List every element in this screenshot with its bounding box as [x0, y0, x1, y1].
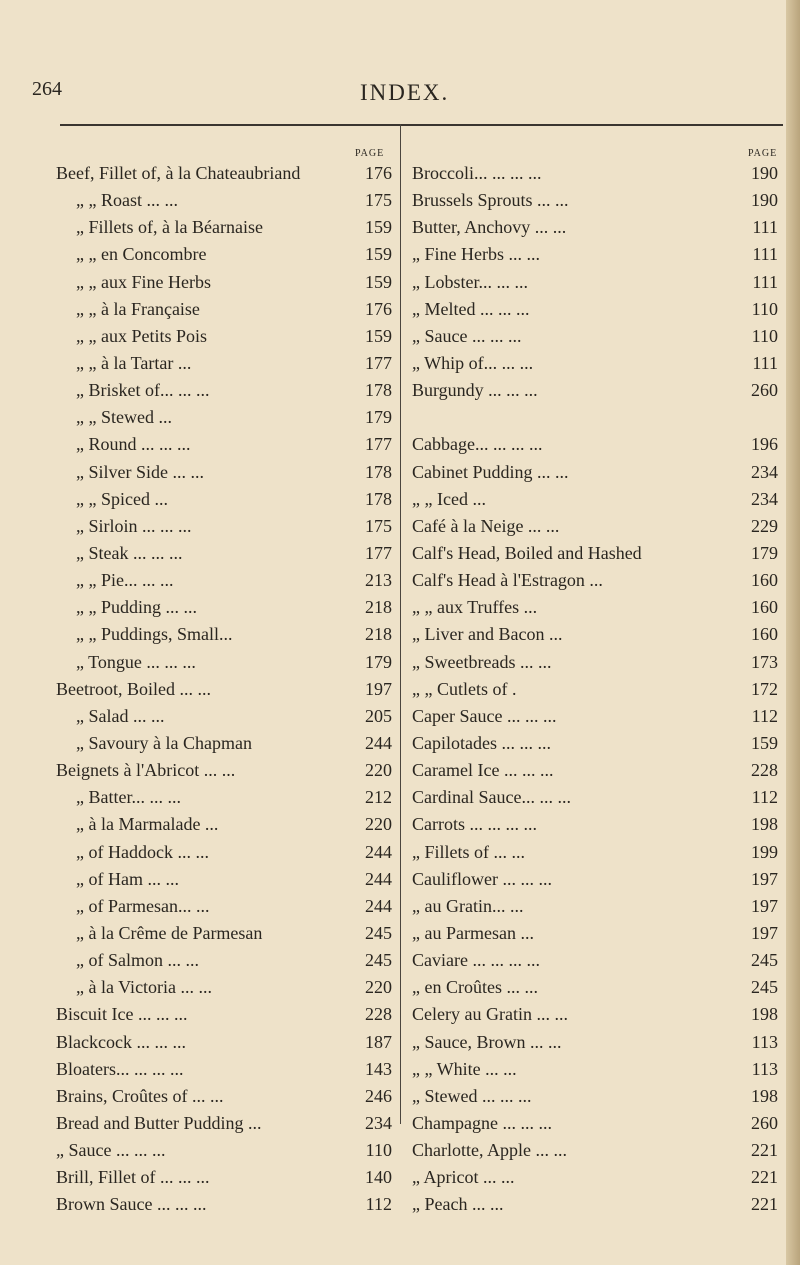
- entry-page: 260: [751, 380, 778, 401]
- entry-label: „ Silver Side ... ...: [76, 461, 204, 482]
- entry-label: Brown Sauce ... ... ...: [56, 1194, 207, 1215]
- index-entry: [412, 703, 778, 730]
- entry-label: „ Apricot ... ...: [412, 1167, 515, 1188]
- entry-label: „ Steak ... ... ...: [76, 542, 183, 563]
- index-entry: [412, 594, 778, 621]
- entry-page: 177: [365, 542, 392, 563]
- index-entry: [56, 214, 392, 241]
- entry-label: Capilotades ... ... ...: [412, 732, 551, 753]
- entry-page: 245: [365, 922, 392, 943]
- entry-page: 159: [365, 244, 392, 265]
- entry-label: „ of Salmon ... ...: [76, 950, 199, 971]
- index-entry: [412, 187, 778, 214]
- entry-label: „ of Parmesan... ...: [76, 895, 210, 916]
- entry-label: „ Fine Herbs ... ...: [412, 244, 540, 265]
- entry-label: „ Sauce ... ... ...: [412, 325, 522, 346]
- entry-label: Champagne ... ... ...: [412, 1112, 552, 1133]
- entry-label: Caviare ... ... ... ...: [412, 950, 540, 971]
- index-entry: [56, 1029, 392, 1056]
- index-entry: [412, 459, 778, 486]
- entry-page: 179: [365, 407, 392, 428]
- entry-label: Beef, Fillet of, à la Chateaubriand: [56, 163, 301, 183]
- index-entry: [412, 241, 778, 268]
- index-entry: [56, 350, 392, 377]
- index-entry: [412, 974, 778, 1001]
- entry-page: 228: [751, 760, 778, 781]
- entry-label: Brill, Fillet of ... ... ...: [56, 1167, 210, 1188]
- index-entry: [412, 486, 778, 513]
- entry-label: „ „ Puddings, Small...: [76, 624, 233, 645]
- index-entry: [56, 540, 392, 567]
- index-entry: [56, 621, 392, 648]
- entry-page: 234: [365, 1112, 392, 1133]
- entry-page: 221: [751, 1194, 778, 1215]
- index-entry: [56, 594, 392, 621]
- entry-label: „ Melted ... ... ...: [412, 298, 530, 319]
- entry-page: 244: [365, 732, 392, 753]
- index-entry: [412, 621, 778, 648]
- entry-label: „ à la Crême de Parmesan: [76, 922, 263, 943]
- index-entry: [56, 431, 392, 458]
- entry-page: 190: [751, 163, 778, 183]
- entry-page: 111: [752, 352, 778, 373]
- index-entry: [412, 540, 778, 567]
- entry-page: 111: [752, 271, 778, 292]
- entry-label: „ Brisket of... ... ...: [76, 380, 210, 401]
- index-entry: [56, 1083, 392, 1110]
- entry-page: 159: [365, 271, 392, 292]
- index-entry: [56, 649, 392, 676]
- entry-page: 213: [365, 570, 392, 591]
- entry-label: Blackcock ... ... ...: [56, 1031, 186, 1052]
- entry-page: 110: [751, 298, 778, 319]
- entry-label: „ „ Roast ... ...: [76, 190, 178, 211]
- entry-page: 178: [365, 488, 392, 509]
- entry-label: Beignets à l'Abricot ... ...: [56, 760, 236, 781]
- entry-page: 179: [365, 651, 392, 672]
- index-entry: [56, 404, 392, 431]
- entry-page: 112: [751, 787, 778, 808]
- entry-label: „ „ à la Française: [76, 298, 200, 319]
- index-entry: [412, 839, 778, 866]
- entry-label: Cabbage... ... ... ...: [412, 434, 543, 455]
- entry-label: Beetroot, Boiled ... ...: [56, 678, 211, 699]
- entry-page: 234: [751, 461, 778, 482]
- index-entry: [412, 866, 778, 893]
- entry-label: „ Batter... ... ...: [76, 787, 181, 808]
- entry-label: „ Sauce ... ... ...: [56, 1140, 166, 1161]
- index-entry: [56, 947, 392, 974]
- entry-page: 218: [365, 597, 392, 618]
- entry-label: Carrots ... ... ... ...: [412, 814, 537, 835]
- index-entry: [412, 323, 778, 350]
- entry-label: Broccoli... ... ... ...: [412, 163, 542, 183]
- right-index-column: [412, 160, 778, 1218]
- entry-page: 190: [751, 190, 778, 211]
- entry-label: „ „ aux Fine Herbs: [76, 271, 211, 292]
- entry-label: „ „ à la Tartar ...: [76, 352, 192, 373]
- index-entry: [412, 1001, 778, 1028]
- index-entry: [412, 649, 778, 676]
- index-entry: [412, 1164, 778, 1191]
- page-number: 264: [32, 78, 62, 100]
- index-entry: [56, 513, 392, 540]
- index-entry: [56, 893, 392, 920]
- entry-label: Calf's Head à l'Estragon ...: [412, 570, 603, 591]
- entry-label: Caramel Ice ... ... ...: [412, 760, 554, 781]
- entry-label: „ „ Spiced ...: [76, 488, 168, 509]
- entry-page: 187: [365, 1031, 392, 1052]
- index-entry: [412, 1137, 778, 1164]
- entry-page: 218: [365, 624, 392, 645]
- index-entry: [56, 486, 392, 513]
- entry-label: Cauliflower ... ... ...: [412, 868, 552, 889]
- entry-page: 143: [365, 1058, 392, 1079]
- entry-label: „ Tongue ... ... ...: [76, 651, 196, 672]
- index-entry: [412, 431, 778, 458]
- index-entry: [56, 920, 392, 947]
- entry-page: 176: [365, 298, 392, 319]
- index-entry: [56, 784, 392, 811]
- entry-label: „ „ en Concombre: [76, 244, 207, 265]
- entry-label: „ „ Pie... ... ...: [76, 570, 174, 591]
- entry-page: 172: [751, 678, 778, 699]
- entry-page: 244: [365, 841, 392, 862]
- index-entry: [412, 730, 778, 757]
- index-entry: [56, 811, 392, 838]
- entry-label: „ of Ham ... ...: [76, 868, 179, 889]
- entry-page: 220: [365, 977, 392, 998]
- entry-label: „ en Croûtes ... ...: [412, 977, 538, 998]
- left-page-col-label: PAGE: [355, 148, 385, 159]
- index-entry: [56, 866, 392, 893]
- entry-label: „ au Gratin... ...: [412, 895, 524, 916]
- running-head: INDEX.: [360, 80, 450, 105]
- entry-label: „ Lobster... ... ...: [412, 271, 528, 292]
- index-entry: [412, 784, 778, 811]
- index-entry: [56, 1191, 392, 1218]
- index-entry: [56, 567, 392, 594]
- index-entry: [412, 296, 778, 323]
- entry-label: Charlotte, Apple ... ...: [412, 1140, 567, 1161]
- entry-page: 245: [751, 950, 778, 971]
- index-entry: [56, 974, 392, 1001]
- entry-label: Cabinet Pudding ... ...: [412, 461, 569, 482]
- entry-label: „ „ Stewed ...: [76, 407, 172, 428]
- page-edge: [786, 0, 800, 1265]
- index-entry: [56, 296, 392, 323]
- entry-label: „ „ Pudding ... ...: [76, 597, 197, 618]
- index-entry: [56, 839, 392, 866]
- entry-page: 110: [751, 325, 778, 346]
- entry-page: 221: [751, 1167, 778, 1188]
- entry-page: 112: [751, 705, 778, 726]
- index-entry: [412, 1056, 778, 1083]
- entry-label: „ Savoury à la Chapman: [76, 732, 252, 753]
- entry-page: 175: [365, 515, 392, 536]
- entry-page: 220: [365, 814, 392, 835]
- entry-page: 198: [751, 1085, 778, 1106]
- index-entry: [56, 323, 392, 350]
- entry-page: 177: [365, 352, 392, 373]
- index-entry: [56, 1001, 392, 1028]
- index-entry: [56, 1137, 392, 1164]
- index-entry: [412, 214, 778, 241]
- index-entry: [412, 676, 778, 703]
- entry-label: Butter, Anchovy ... ...: [412, 217, 567, 238]
- entry-page: 111: [752, 244, 778, 265]
- entry-page: 199: [751, 841, 778, 862]
- index-entry: [412, 1029, 778, 1056]
- column-divider: [400, 124, 401, 1124]
- entry-page: 245: [751, 977, 778, 998]
- index-entry: [56, 1164, 392, 1191]
- index-entry: [56, 1056, 392, 1083]
- index-entry: [412, 947, 778, 974]
- index-entry: [56, 703, 392, 730]
- entry-label: „ of Haddock ... ...: [76, 841, 209, 862]
- entry-page: 160: [751, 597, 778, 618]
- entry-page: 111: [752, 217, 778, 238]
- entry-label: „ „ aux Petits Pois: [76, 325, 207, 346]
- entry-label: Bread and Butter Pudding ...: [56, 1112, 262, 1133]
- entry-label: „ „ Cutlets of .: [412, 678, 517, 699]
- index-entry: [56, 1110, 392, 1137]
- entry-page: 228: [365, 1004, 392, 1025]
- entry-label: „ Stewed ... ... ...: [412, 1085, 532, 1106]
- entry-label: „ Whip of... ... ...: [412, 352, 534, 373]
- entry-page: 197: [751, 895, 778, 916]
- entry-label: Calf's Head, Boiled and Hashed: [412, 542, 642, 563]
- index-entry: [412, 757, 778, 784]
- index-entry: [412, 811, 778, 838]
- entry-page: 197: [751, 922, 778, 943]
- index-entry: [412, 567, 778, 594]
- entry-page: 234: [751, 488, 778, 509]
- index-entry: [412, 920, 778, 947]
- entry-label: Biscuit Ice ... ... ...: [56, 1004, 188, 1025]
- entry-label: „ à la Marmalade ...: [76, 814, 219, 835]
- index-entry: [412, 513, 778, 540]
- entry-page: 260: [751, 1112, 778, 1133]
- entry-label: „ à la Victoria ... ...: [76, 977, 213, 998]
- entry-page: 113: [751, 1058, 778, 1079]
- entry-page: 140: [365, 1167, 392, 1188]
- entry-label: Burgundy ... ... ...: [412, 380, 538, 401]
- entry-label: „ au Parmesan ...: [412, 922, 534, 943]
- index-entry: [56, 377, 392, 404]
- entry-page: 113: [751, 1031, 778, 1052]
- entry-page: 198: [751, 814, 778, 835]
- index-entry: [56, 676, 392, 703]
- index-entry: [56, 160, 392, 187]
- entry-label: Brussels Sprouts ... ...: [412, 190, 569, 211]
- index-entry: [56, 730, 392, 757]
- entry-label: „ Sirloin ... ... ...: [76, 515, 192, 536]
- index-entry: [412, 350, 778, 377]
- entry-label: „ Peach ... ...: [412, 1194, 504, 1215]
- index-entry: [412, 269, 778, 296]
- index-gap: [412, 404, 778, 431]
- entry-label: „ Salad ... ...: [76, 705, 165, 726]
- entry-page: 244: [365, 895, 392, 916]
- index-entry: [412, 1110, 778, 1137]
- entry-label: „ Fillets of, à la Béarnaise: [76, 217, 263, 238]
- entry-label: „ Round ... ... ...: [76, 434, 191, 455]
- index-entry: [56, 459, 392, 486]
- entry-label: Brains, Croûtes of ... ...: [56, 1085, 224, 1106]
- index-entry: [412, 160, 778, 187]
- index-entry: [412, 1083, 778, 1110]
- entry-label: „ Sweetbreads ... ...: [412, 651, 552, 672]
- entry-label: „ „ aux Truffes ...: [412, 597, 538, 618]
- entry-page: 178: [365, 380, 392, 401]
- entry-label: „ Liver and Bacon ...: [412, 624, 563, 645]
- index-entry: [56, 187, 392, 214]
- index-entry: [412, 1191, 778, 1218]
- entry-page: 221: [751, 1140, 778, 1161]
- entry-page: 245: [365, 950, 392, 971]
- entry-page: 159: [751, 732, 778, 753]
- entry-page: 160: [751, 570, 778, 591]
- entry-page: 159: [365, 217, 392, 238]
- entry-page: 229: [751, 515, 778, 536]
- entry-page: 205: [365, 705, 392, 726]
- right-page-col-label: PAGE: [748, 148, 778, 159]
- entry-page: 212: [365, 787, 392, 808]
- entry-label: Celery au Gratin ... ...: [412, 1004, 568, 1025]
- entry-page: 173: [751, 651, 778, 672]
- entry-page: 220: [365, 760, 392, 781]
- entry-page: 246: [365, 1085, 392, 1106]
- index-entry: [56, 269, 392, 296]
- entry-page: 112: [365, 1194, 392, 1215]
- entry-page: 176: [365, 163, 392, 183]
- entry-page: 159: [365, 325, 392, 346]
- index-entry: [56, 241, 392, 268]
- entry-label: „ „ White ... ...: [412, 1058, 517, 1079]
- left-index-column: [56, 160, 392, 1218]
- entry-page: 175: [365, 190, 392, 211]
- index-entry: [412, 377, 778, 404]
- entry-label: Caper Sauce ... ... ...: [412, 705, 557, 726]
- header-rule: [60, 124, 783, 126]
- entry-label: Bloaters... ... ... ...: [56, 1058, 184, 1079]
- entry-label: „ Sauce, Brown ... ...: [412, 1031, 562, 1052]
- entry-page: 198: [751, 1004, 778, 1025]
- entry-page: 244: [365, 868, 392, 889]
- entry-page: 110: [365, 1140, 392, 1161]
- entry-page: 177: [365, 434, 392, 455]
- entry-label: „ Fillets of ... ...: [412, 841, 525, 862]
- entry-page: 178: [365, 461, 392, 482]
- entry-label: „ „ Iced ...: [412, 488, 486, 509]
- index-entry: [56, 757, 392, 784]
- entry-page: 197: [365, 678, 392, 699]
- entry-label: Cardinal Sauce... ... ...: [412, 787, 571, 808]
- entry-label: Café à la Neige ... ...: [412, 515, 560, 536]
- entry-page: 197: [751, 868, 778, 889]
- entry-page: 179: [751, 542, 778, 563]
- entry-page: 196: [751, 434, 778, 455]
- index-entry: [412, 893, 778, 920]
- entry-page: 160: [751, 624, 778, 645]
